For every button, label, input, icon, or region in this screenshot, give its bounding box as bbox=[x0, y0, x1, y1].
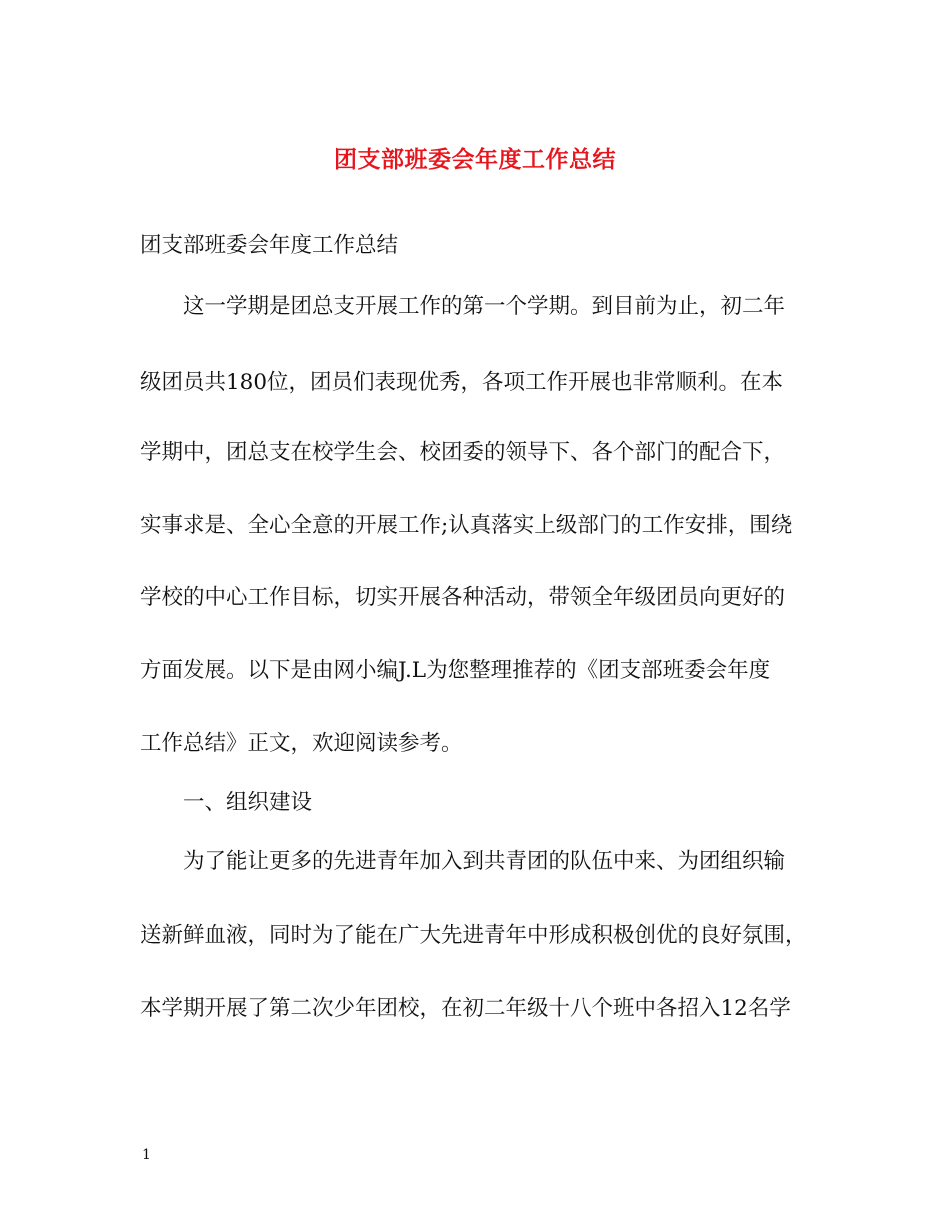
paragraph-line: 本学期开展了第二次少年团校，在初二年级十八个班中各招入12名学 bbox=[140, 996, 791, 1021]
paragraph-line: 这一学期是团总支开展工作的第一个学期。到目前为止，初二年 bbox=[140, 294, 786, 319]
page-number: 1 bbox=[142, 1147, 151, 1163]
paragraph-line: 级团员共180位，团员们表现优秀，各项工作开展也非常顺利。在本 bbox=[140, 370, 784, 395]
document-title: 团支部班委会年度工作总结 bbox=[334, 146, 616, 173]
paragraph-line: 为了能让更多的先进青年加入到共青团的队伍中来、为团组织输 bbox=[140, 849, 786, 874]
section-heading: 一、组织建设 bbox=[140, 790, 313, 815]
paragraph-line: 工作总结》正文，欢迎阅读参考。 bbox=[140, 731, 463, 756]
paragraph-line: 学校的中心工作目标，切实开展各种活动，带领全年级团员向更好的 bbox=[140, 585, 786, 610]
subtitle-line: 团支部班委会年度工作总结 bbox=[140, 233, 399, 258]
paragraph-line: 送新鲜血液，同时为了能在广大先进青年中形成积极创优的良好氛围， bbox=[140, 923, 807, 948]
paragraph-line: 实事求是、全心全意的开展工作;认真落实上级部门的工作安排，围绕 bbox=[140, 513, 793, 538]
paragraph-line: 学期中，团总支在校学生会、校团委的领导下、各个部门的配合下， bbox=[140, 440, 786, 465]
paragraph-line: 方面发展。以下是由网小编J.L为您整理推荐的《团支部班委会年度 bbox=[140, 658, 771, 683]
